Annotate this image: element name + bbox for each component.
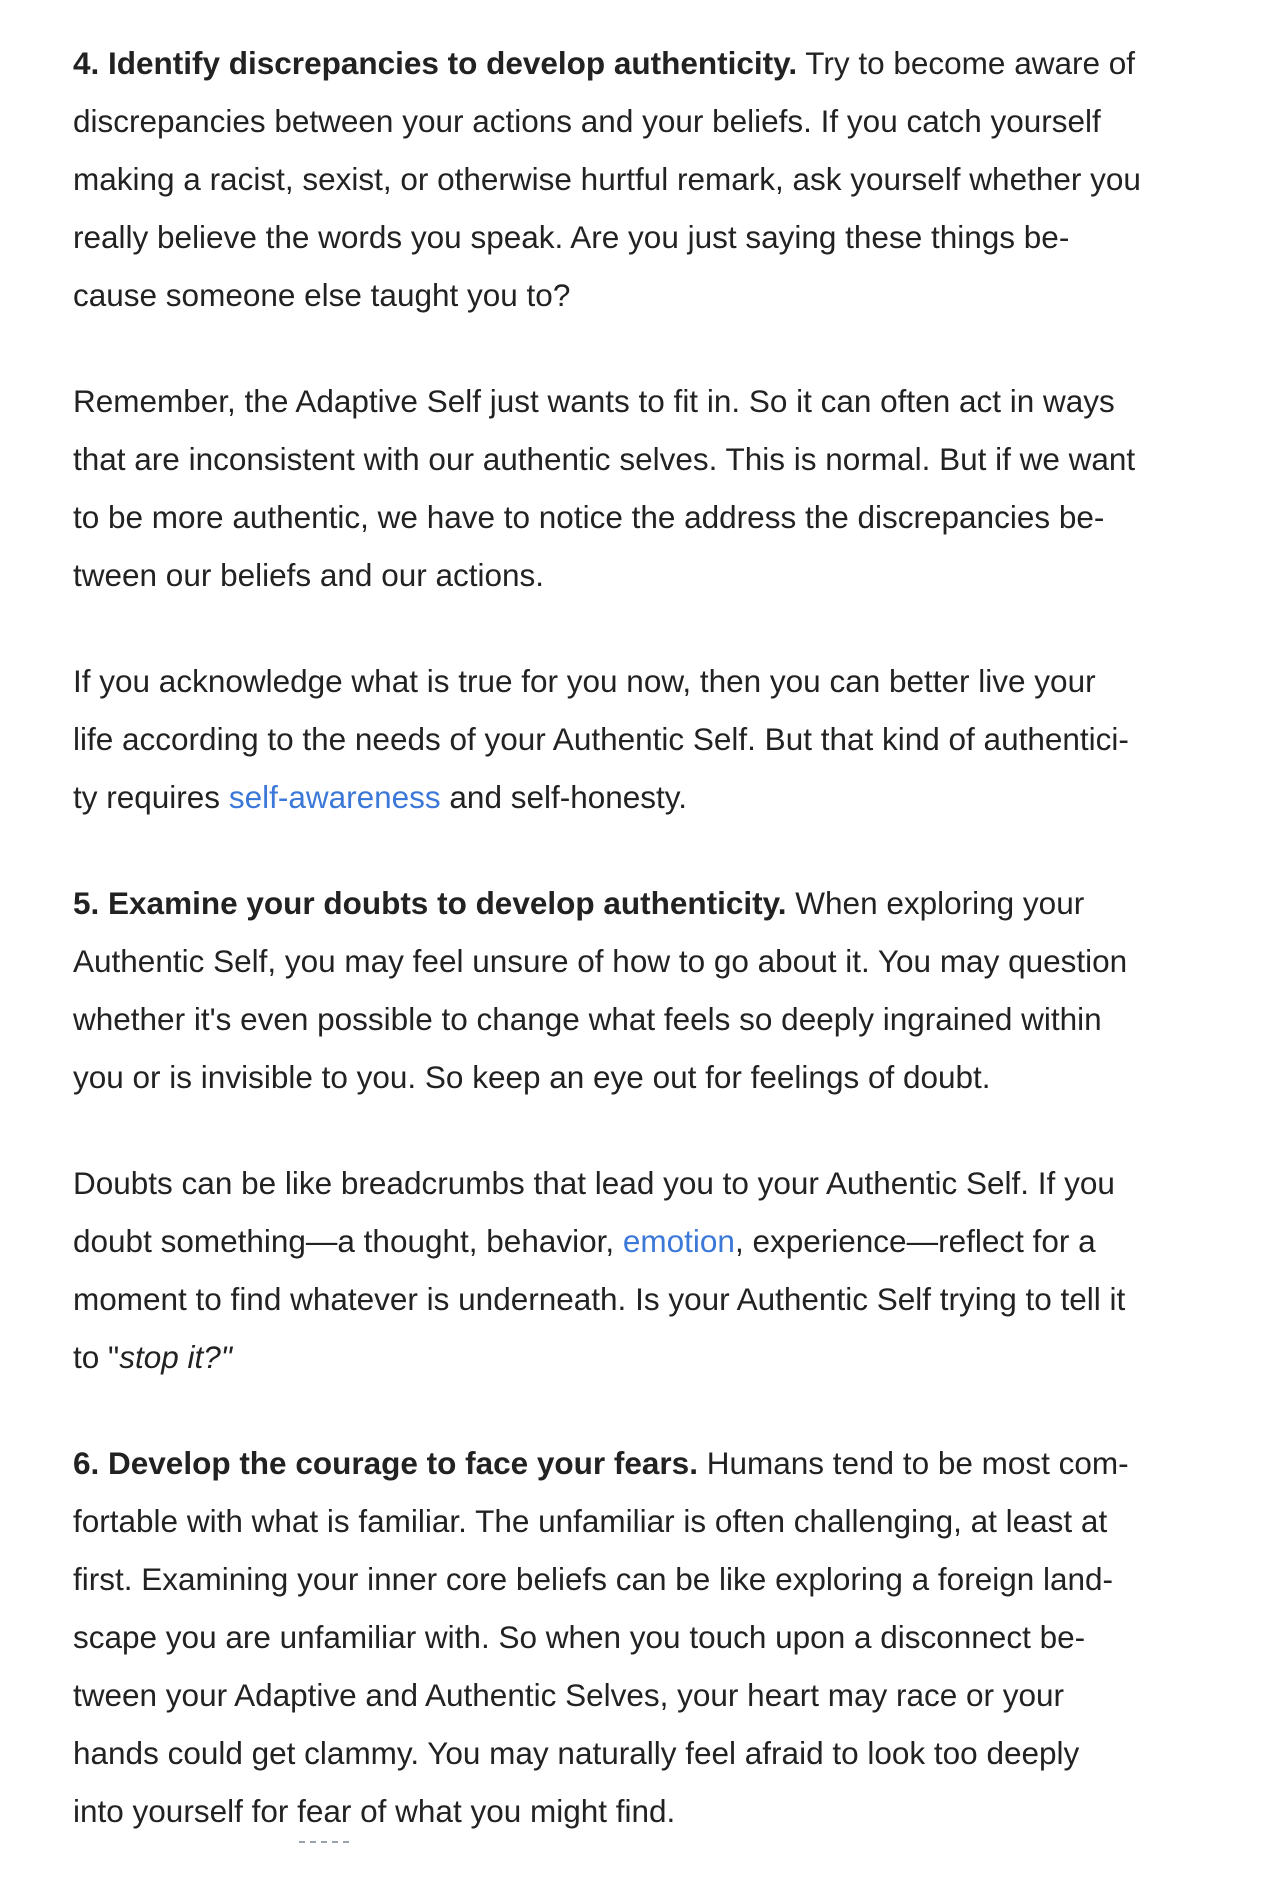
paragraph-identify-discrepancies <box>73 34 1273 324</box>
emotion-link[interactable]: emotion <box>622 1223 735 1259</box>
section-heading-5: 5. Examine your doubts to develop authenticity. <box>73 885 787 921</box>
section-heading-4: 4. Identify discrepancies to develop authenticity. <box>73 45 798 81</box>
text-line: whether it's even possible to change what feels so deeply ingrained within <box>73 1001 1102 1037</box>
text-span: , experience—reflect for a <box>734 1223 1096 1259</box>
self-awareness-link[interactable]: self-awareness <box>228 779 441 815</box>
text-line: If you acknowledge what is true for you now, then you can better live your <box>73 663 1096 699</box>
text-line: hands could get clammy. You may naturally feel afraid to look too deeply <box>73 1735 1080 1771</box>
text-line <box>73 1782 1273 1840</box>
text-line: Doubts can be like breadcrumbs that lead you to your Authentic Self. If you <box>73 1165 1115 1201</box>
text-span: Try to become aware of <box>797 45 1136 81</box>
text-line: life according to the needs of your Authentic Self. But that kind of authentici- <box>73 721 1129 757</box>
text-line <box>73 1434 1273 1492</box>
text-line: making a racist, sexist, or otherwise hurtful remark, ask yourself whether you <box>73 161 1141 197</box>
text-line <box>73 1328 1273 1386</box>
emphasis-text: stop it?" <box>119 1339 232 1375</box>
text-line: Authentic Self, you may feel unsure of how to go about it. You may question <box>73 943 1128 979</box>
text-line: discrepancies between your actions and your beliefs. If you catch yourself <box>73 103 1101 139</box>
text-line: first. Examining your inner core beliefs can be like exploring a foreign land- <box>73 1561 1114 1597</box>
text-line <box>73 874 1273 932</box>
fear-glossary-term[interactable]: fear <box>297 1793 352 1829</box>
text-line: fortable with what is familiar. The unfamiliar is often challenging, at least at <box>73 1503 1108 1539</box>
text-span: doubt something—a thought, behavior, <box>73 1223 623 1259</box>
paragraph-adaptive-self <box>73 372 1273 604</box>
text-span: to " <box>73 1339 120 1375</box>
text-line: Remember, the Adaptive Self just wants to fit in. So it can often act in ways <box>73 383 1115 419</box>
text-line: really believe the words you speak. Are you just saying these things be- <box>73 219 1070 255</box>
text-span: and self-honesty. <box>440 779 687 815</box>
text-line: to be more authentic, we have to notice the address the discrepancies be- <box>73 499 1105 535</box>
text-line: that are inconsistent with our authentic selves. This is normal. But if we want <box>73 441 1136 477</box>
text-span: ty requires <box>73 779 229 815</box>
text-line: moment to find whatever is underneath. Is your Authentic Self trying to tell it <box>73 1281 1126 1317</box>
paragraph-face-fears <box>73 1434 1273 1840</box>
text-line <box>73 768 1273 826</box>
text-span: Humans tend to be most com- <box>697 1445 1129 1481</box>
text-line <box>73 34 1273 92</box>
text-line: cause someone else taught you to? <box>73 277 571 313</box>
text-span: into yourself for <box>73 1793 298 1829</box>
paragraph-acknowledge-truth <box>73 652 1273 826</box>
article-body <box>73 34 1273 1888</box>
section-heading-6: 6. Develop the courage to face your fears. <box>73 1445 698 1481</box>
text-line: scape you are unfamiliar with. So when you touch upon a disconnect be- <box>73 1619 1086 1655</box>
text-span: of what you might find. <box>351 1793 676 1829</box>
text-line: you or is invisible to you. So keep an eye out for feelings of doubt. <box>73 1059 991 1095</box>
text-line: tween your Adaptive and Authentic Selves, your heart may race or your <box>73 1677 1065 1713</box>
text-span: When exploring your <box>786 885 1085 921</box>
paragraph-examine-doubts <box>73 874 1273 1106</box>
text-line: tween our beliefs and our actions. <box>73 557 545 593</box>
paragraph-doubts-breadcrumbs <box>73 1154 1273 1386</box>
text-line <box>73 1212 1273 1270</box>
